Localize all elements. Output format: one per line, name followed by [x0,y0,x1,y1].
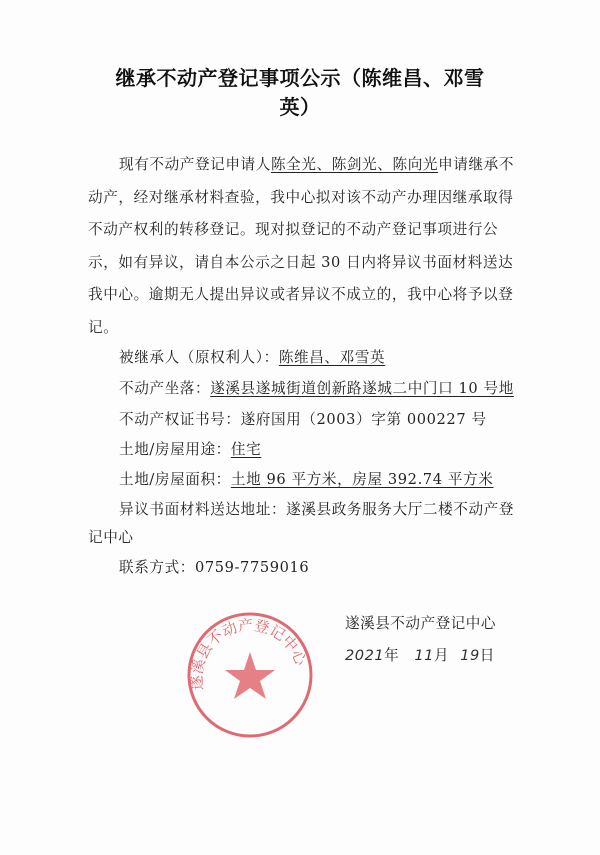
address-label: 异议书面材料送达地址： [119,501,287,518]
cert-field [88,406,522,434]
heir-label: 被继承人（原权利人）： [119,349,279,366]
location-field [88,374,522,404]
notice-body [88,149,522,672]
cert-label: 不动产权证书号： [119,411,241,428]
intro-text-cont: 申请继承不动产，经对继承材料查验，我中心拟对该不动产办理因继承取得不动产权利的转移登记。现对拟登记的不动产登记事项进行公示，如有异议，请自本公示之日起 30 日内将异议书面材料送达我中心。逾期无人提出异议或者异议不成立的，我中心将予以登记。 [88,156,515,336]
official-seal-icon [185,610,315,740]
issue-date [345,640,522,672]
contact-value: 0759-7759016 [194,559,310,576]
seal-text: 遂溪县不动产登记中心 [187,615,310,692]
contact-field [88,554,522,582]
use-field [88,436,522,464]
day-char: 日 [479,647,495,664]
address-field [88,496,522,552]
year-char: 年 [384,647,400,664]
use-value: 住宅 [230,441,262,458]
intro-paragraph [88,149,522,344]
location-value: 遂溪县遂城街道创新路遂城二中门口 10 号地 [210,380,514,397]
date-year: 2021 [345,647,385,664]
use-label: 土地/房屋用途： [119,441,231,458]
heir-field [88,344,522,372]
heir-value: 陈维昌、邓雪英 [278,349,386,366]
page-title: 继承不动产登记事项公示（陈维昌、邓雪 [115,66,485,90]
area-value: 土地 96 平方米，房屋 392.74 平方米 [230,471,494,488]
month-char: 月 [433,647,450,664]
location-label: 不动产坐落： [119,380,211,397]
cert-value: 遂府国用（2003）字第 000227 号 [240,411,487,428]
area-field [88,466,522,494]
date-month: 11 [414,647,434,664]
address-value: 遂溪县政务服务大厅二楼不动产登记中心 [88,501,515,546]
signature-block [345,608,522,672]
contact-label: 联系方式： [119,559,195,576]
intro-text: 现有不动产登记申请人 [119,156,271,173]
date-day: 19 [460,647,480,664]
issuing-organization: 遂溪县不动产登记中心 [345,615,496,632]
applicants: 陈全光、陈剑光、陈向光 [270,156,439,173]
page-title-cont: 英） [279,95,321,119]
area-label: 土地/房屋面积： [119,471,231,488]
